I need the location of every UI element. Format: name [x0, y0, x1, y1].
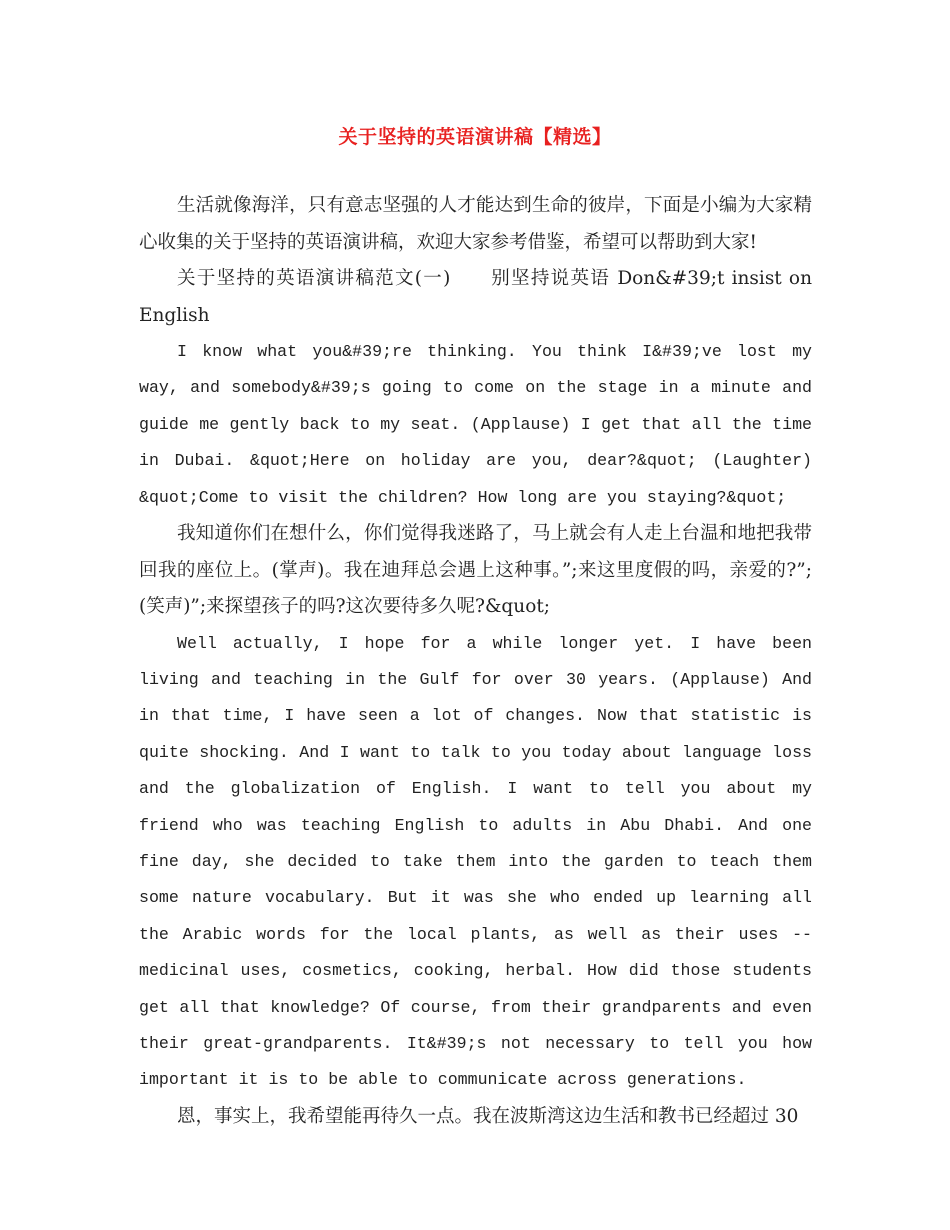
paragraph-chinese-1: 我知道你们在想什么，你们觉得我迷路了，马上就会有人走上台温和地把我带回我的座位上。(掌声)。我在迪拜总会遇上这种事。”;来这里度假的吗，亲爱的?”;(笑声)”;来探望孩子的吗?这次要待多久呢?&quot;: [139, 523, 812, 618]
document-title: 关于坚持的英语演讲稿【精选】: [338, 126, 612, 148]
paragraph-heading: 关于坚持的英语演讲稿范文(一) 别坚持说英语 Don&#39;t insist on English: [139, 268, 818, 326]
document-body: [139, 188, 818, 1135]
paragraph-intro: 生活就像海洋，只有意志坚强的人才能达到生命的彼岸，下面是小编为大家精心收集的关于坚持的英语演讲稿，欢迎大家参考借鉴，希望可以帮助到大家!: [139, 195, 812, 253]
paragraph-chinese-2: 恩，事实上，我希望能再待久一点。我在波斯湾这边生活和教书已经超过 30: [177, 1105, 799, 1127]
paragraph-english-1: I know what you&#39;re thinking. You think I&#39;ve lost my way, and somebody&#39;s going to come on the stage in a minute and guide me gently back to my seat. (Applause) I get that all the time in Dubai. &quot;Here on holiday are you, dear?&quot; (Laughter) &quot;Come to visit the children? How long are you staying?&quot;: [139, 342, 812, 507]
paragraph-english-2: Well actually, I hope for a while longer yet. I have been living and teaching in the Gulf for over 30 years. (Applause) And in that time, I have seen a lot of changes. Now that statistic is quite shocking. And I want to talk to you today about language loss and the globalization of English. I want to tell you about my friend who was teaching English to adults in Abu Dhabi. And one fine day, she decided to take them into the garden to teach them some nature vocabulary. But it was she who ended up learning all the Arabic words for the local plants, as well as their uses -- medicinal uses, cosmetics, cooking, herbal. How did those students get all that knowledge? Of course, from their grandparents and even their great-grandparents. It&#39;s not necessary to tell you how important it is to be able to communicate across generations.: [139, 633, 812, 1090]
